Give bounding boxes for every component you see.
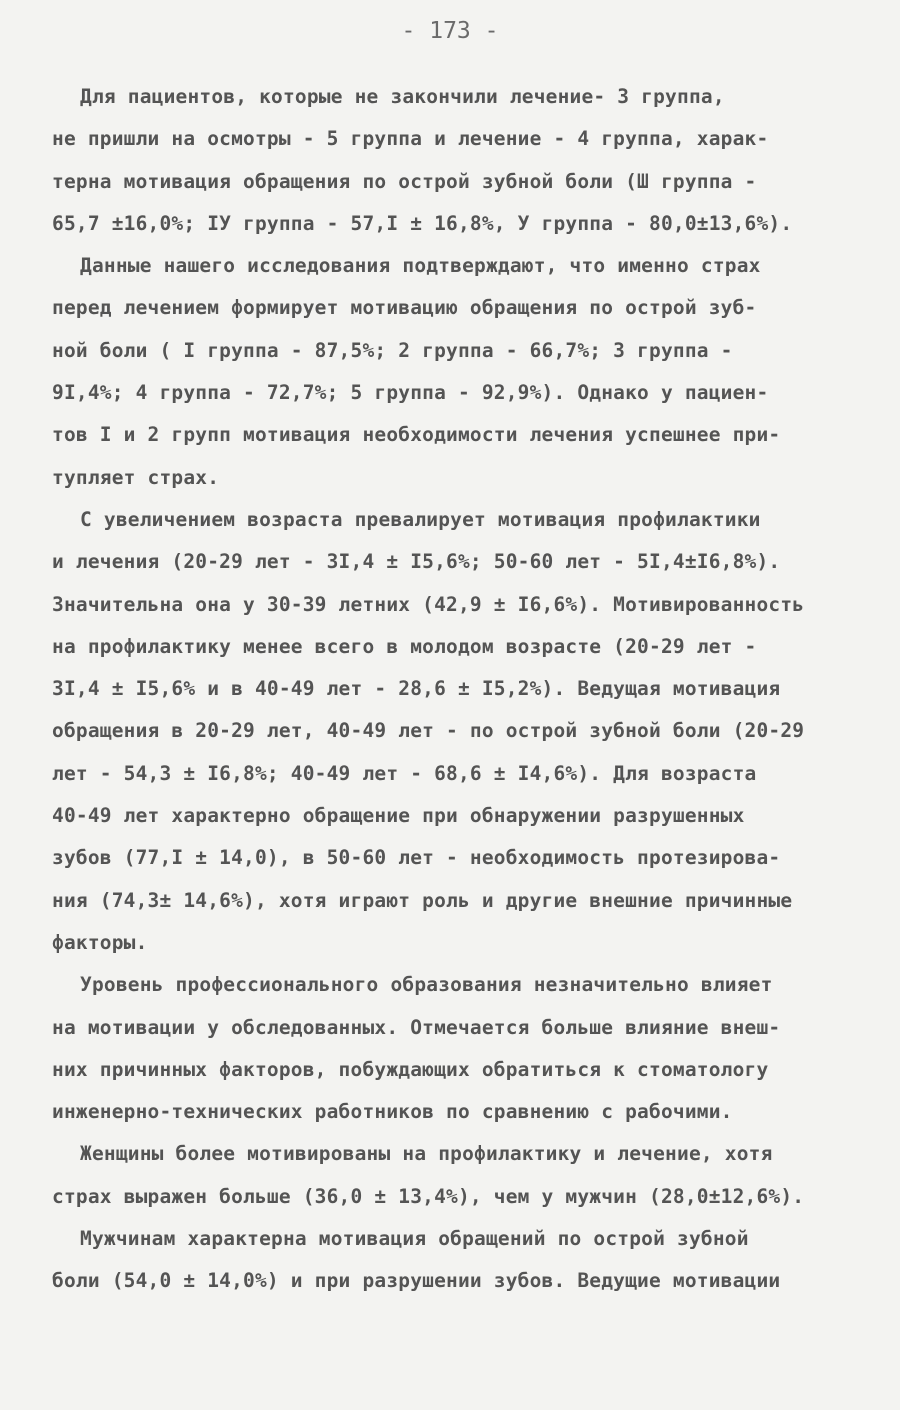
text-line: на профилактику менее всего в молодом возрасте (20-29 лет - [52,634,757,658]
text-line: Значительна она у 30-39 летних (42,9 ± I6,6%). Мотивированность [52,592,805,616]
text-line: не пришли на осмотры - 5 группа и лечение - 4 группа, харак- [52,127,769,151]
text-line: Уровень профессионального образования незначительно влияет [80,973,773,997]
text-line: на мотивации у обследованных. Отмечается больше влияние внеш- [52,1015,781,1039]
text-line: обращения в 20-29 лет, 40-49 лет - по острой зубной боли (20-29 [52,719,805,743]
text-line: терна мотивация обращения по острой зубной боли (Ш группа - [52,169,757,193]
text-line: Для пациентов, которые не закончили лечение- 3 группа, [80,85,725,108]
text-line: тупляет страх. [52,465,220,489]
text-line: и лечения (20-29 лет - 3I,4 ± I5,6%; 50-60 лет - 5I,4±I6,8%). [52,550,781,574]
text-line: них причинных факторов, побуждающих обратиться к стоматологу [52,1057,769,1081]
body-text [52,76,852,1303]
text-line: ния (74,3± 14,6%), хотя играют роль и другие внешние причинные [52,888,793,912]
text-line: инженерно-технических работников по сравнению с рабочими. [52,1100,733,1124]
text-line: Женщины более мотивированы на профилактику и лечение, хотя [80,1142,773,1166]
text-line: тов I и 2 групп мотивация необходимости лечения успешнее при- [52,423,781,447]
text-line: лет - 54,3 ± I6,8%; 40-49 лет - 68,6 ± I4,6%). Для возраста [52,761,757,785]
text-line: боли (54,0 ± 14,0%) и при разрушении зубов. Ведущие мотивации [52,1269,781,1293]
text-line: ной боли ( I группа - 87,5%; 2 группа - 66,7%; 3 группа - [52,338,733,362]
text-line: С увеличением возраста превалирует мотивация профилактики [80,507,761,531]
text-line: страх выражен больше (36,0 ± 13,4%), чем у мужчин (28,0±12,6%). [52,1184,805,1208]
text-line: зубов (77,I ± 14,0), в 50-60 лет - необходимость протезирова- [52,846,781,870]
text-line: 3I,4 ± I5,6% и в 40-49 лет - 28,6 ± I5,2%). Ведущая мотивация [52,677,781,701]
text-line: перед лечением формирует мотивацию обращения по острой зуб- [52,296,757,320]
text-line: Данные нашего исследования подтверждают, что именно страх [80,254,761,278]
text-line: факторы. [52,930,148,954]
text-line: Мужчинам характерна мотивация обращений по острой зубной [80,1227,749,1251]
text-line: 65,7 ±16,0%; IУ группа - 57,I ± 16,8%, У группа - 80,0±13,6%). [52,211,793,235]
text-line: 40-49 лет характерно обращение при обнаружении разрушенных [52,804,745,828]
page-number: - 173 - [401,18,499,44]
text-line: 9I,4%; 4 группа - 72,7%; 5 группа - 92,9%). Однако у пациен- [52,381,769,405]
